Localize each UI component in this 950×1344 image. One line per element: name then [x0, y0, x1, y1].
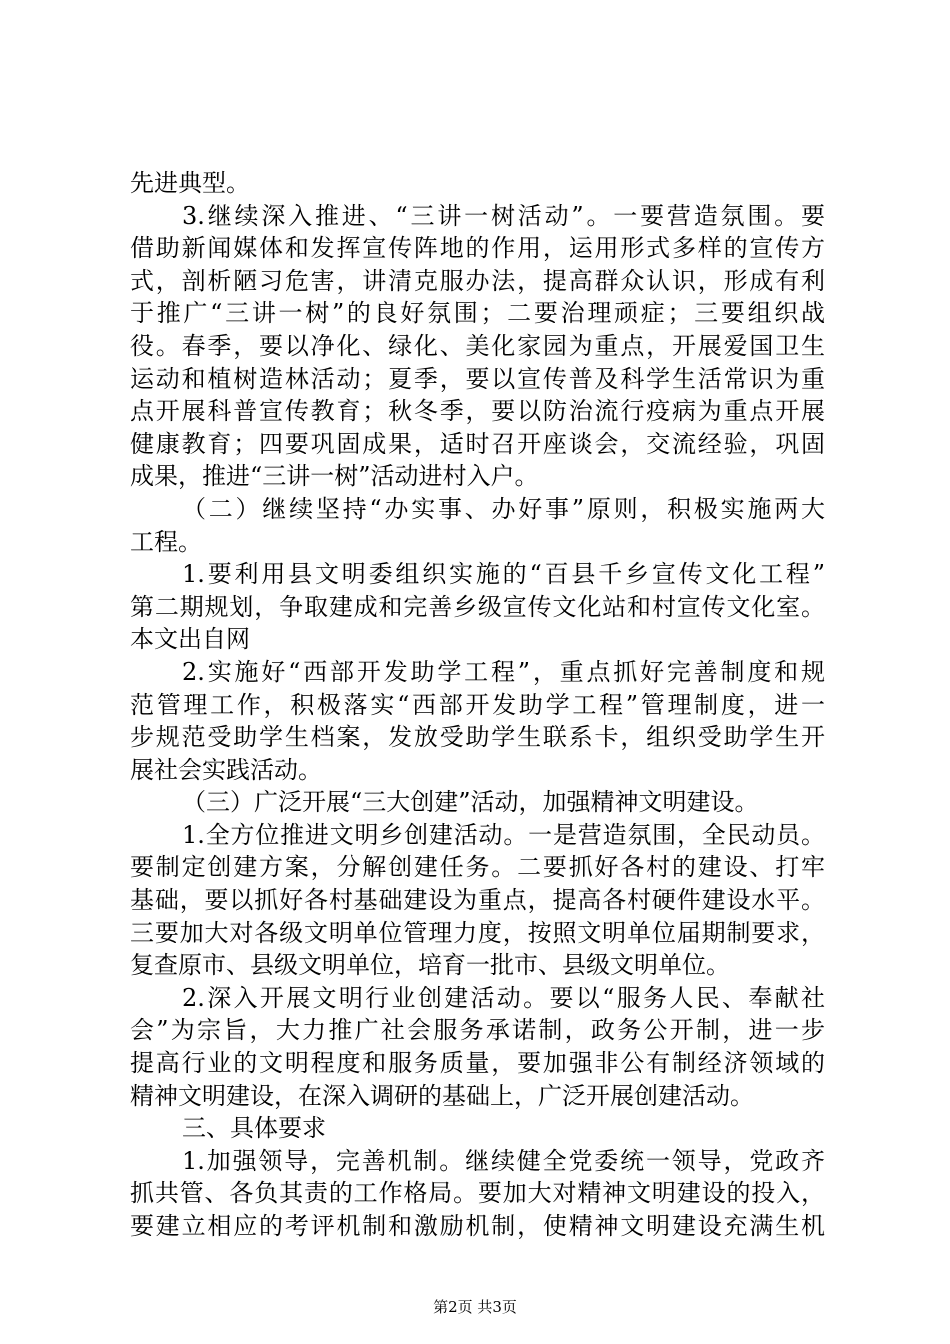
text-line: 工程。	[130, 527, 202, 556]
text-line: 范管理工作，积极落实“西部开发助学工程”管理制度，进一	[130, 690, 825, 719]
text-line: 要建立相应的考评机制和激励机制，使精神文明建设充满生机	[130, 1212, 825, 1240]
text-line: 1.全方位推进文明乡创建活动。一是营造氛围，全民动员。	[182, 820, 825, 849]
text-line: 要制定创建方案，分解创建任务。二要抓好各村的建设、打牢	[130, 853, 825, 882]
text-line: 展社会实践活动。	[130, 755, 322, 784]
text-line: 三、具体要求	[182, 1114, 326, 1143]
document-body	[130, 167, 825, 1243]
text-line: 于推广“三讲一树”的良好氛围；二要治理顽症；三要组织战	[130, 299, 825, 328]
text-line: 役。春季，要以净化、绿化、美化家园为重点，开展爱国卫生	[130, 331, 825, 360]
text-line: 式，剖析陋习危害，讲清克服办法，提高群众认识，形成有利	[130, 266, 825, 295]
text-line: 2.实施好“西部开发助学工程”，重点抓好完善制度和规	[182, 657, 825, 686]
text-line: 提高行业的文明程度和服务质量，要加强非公有制经济领域的	[130, 1049, 825, 1078]
text-line: 1.要利用县文明委组织实施的“百县千乡宣传文化工程”	[182, 560, 825, 589]
text-line: 先进典型。	[130, 169, 250, 197]
text-line: 借助新闻媒体和发挥宣传阵地的作用，运用形式多样的宣传方	[130, 234, 825, 263]
text-line: 第二期规划，争取建成和完善乡级宣传文化站和村宣传文化室。	[130, 592, 825, 621]
text-line: 会”为宗旨，大力推广社会服务承诺制，政务公开制，进一步	[130, 1016, 825, 1045]
text-line: 健康教育；四要巩固成果，适时召开座谈会，交流经验，巩固	[130, 429, 825, 458]
text-line: 2.深入开展文明行业创建活动。要以“服务人民、奉献社	[182, 983, 825, 1012]
text-line: 步规范受助学生档案，发放受助学生联系卡，组织受助学生开	[130, 723, 825, 752]
text-line: 3.继续深入推进、“三讲一树活动”。一要营造氛围。要	[182, 201, 825, 230]
text-line: 基础，要以抓好各村基础建设为重点，提高各村硬件建设水平。	[130, 886, 825, 915]
text-line: 本文出自网	[130, 625, 250, 654]
text-line: 1.加强领导，完善机制。继续健全党委统一领导，党政齐	[182, 1146, 825, 1175]
text-line: 三要加大对各级文明单位管理力度，按照文明单位届期制要求，	[130, 918, 825, 947]
text-line: 运动和植树造林活动；夏季，要以宣传普及科学生活常识为重	[130, 364, 825, 393]
text-line: 复查原市、县级文明单位，培育一批市、县级文明单位。	[130, 951, 730, 980]
page-footer: 第2页 共3页	[433, 1298, 517, 1316]
text-line: （二）继续坚持“办实事、办好事”原则，积极实施两大	[182, 494, 825, 523]
text-line: 精神文明建设，在深入调研的基础上，广泛开展创建活动。	[130, 1081, 754, 1110]
text-line: 抓共管、各负其责的工作格局。要加大对精神文明建设的投入，	[130, 1179, 825, 1208]
text-line: （三）广泛开展“三大创建”活动，加强精神文明建设。	[182, 788, 759, 817]
text-line: 成果，推进“三讲一树”活动进村入户。	[130, 462, 539, 491]
text-line: 点开展科普宣传教育；秋冬季，要以防治流行疫病为重点开展	[130, 397, 825, 426]
